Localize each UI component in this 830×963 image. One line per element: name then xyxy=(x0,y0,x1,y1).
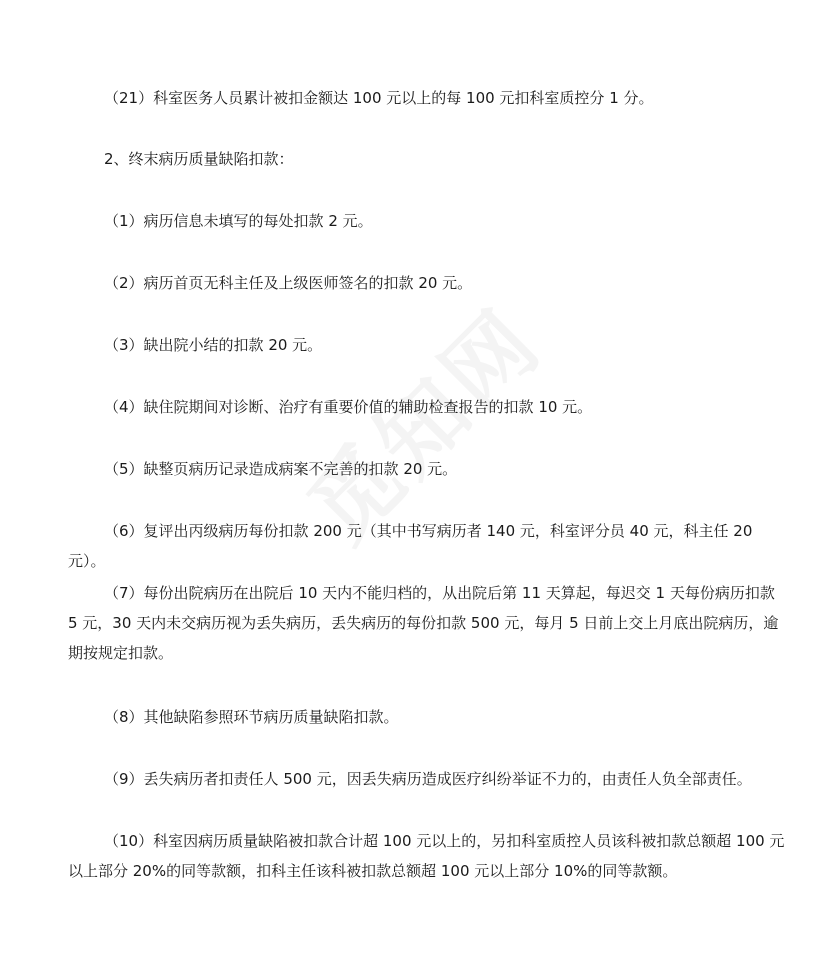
paragraph-2: （2）病历首页无科主任及上级医师签名的扣款 20 元。 xyxy=(104,274,473,292)
paragraph-7: （7）每份出院病历在出院后 10 天内不能归档的，从出院后第 11 天算起，每迟交 1 天每份病历扣款 5 元，30 天内未交病历视为丢失病历，丢失病历的每份扣款 500 元，每月 5 日前上交上月底出院病历，逾期按规定扣款。 xyxy=(68,584,779,662)
paragraph-9: （9）丢失病历者扣责任人 500 元，因丢失病历造成医疗纠纷举证不力的，由责任人负全部责任。 xyxy=(104,770,752,788)
paragraph-1: （1）病历信息未填写的每处扣款 2 元。 xyxy=(104,212,373,230)
paragraph-6: （6）复评出丙级病历每份扣款 200 元（其中书写病历者 140 元，科室评分员 40 元，科主任 20 元）。 xyxy=(68,522,753,570)
paragraph-21: （21）科室医务人员累计被扣金额达 100 元以上的每 100 元扣科室质控分 1 分。 xyxy=(104,89,654,107)
paragraph-10: （10）科室因病历质量缺陷被扣款合计超 100 元以上的，另扣科室质控人员该科被扣款总额超 100 元以上部分 20%的同等款额，扣科主任该科被扣款总额超 100 元以上部分 10%的同等款额。 xyxy=(68,832,785,880)
paragraph-4: （4）缺住院期间对诊断、治疗有重要价值的辅助检查报告的扣款 10 元。 xyxy=(104,398,593,416)
paragraph-8: （8）其他缺陷参照环节病历质量缺陷扣款。 xyxy=(104,708,399,726)
paragraph-3: （3）缺出院小结的扣款 20 元。 xyxy=(104,336,323,354)
paragraph-5: （5）缺整页病历记录造成病案不完善的扣款 20 元。 xyxy=(104,460,458,478)
section-heading-terminal-defects: 2、终末病历质量缺陷扣款： xyxy=(104,150,294,168)
